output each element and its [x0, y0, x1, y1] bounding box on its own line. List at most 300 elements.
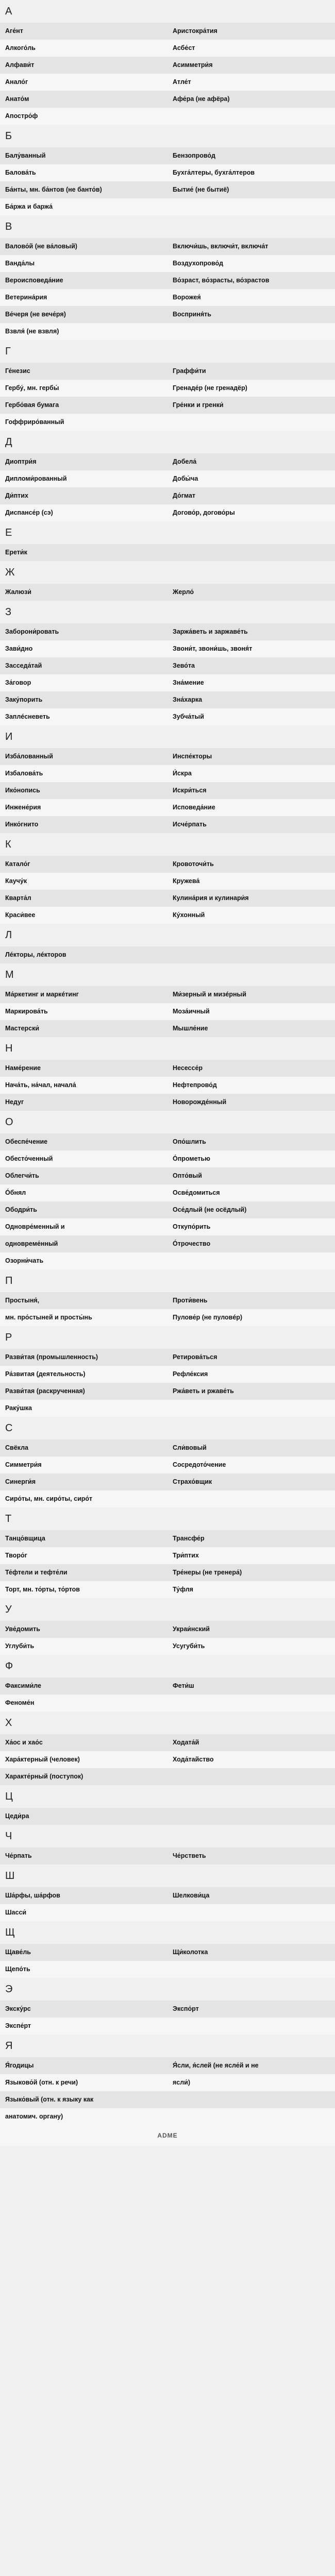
word-table	[0, 946, 335, 963]
table-row	[0, 1439, 335, 1456]
word-right: Аристокра́тия	[173, 27, 217, 35]
section-letter-heading: К	[0, 833, 335, 856]
table-row	[0, 1400, 335, 1417]
letter-section	[0, 521, 335, 561]
word-left: Ванда́лы	[5, 260, 35, 267]
table-row	[0, 1564, 335, 1581]
word-right: До́гмат	[173, 492, 196, 499]
word-right: Украи́нский	[173, 1625, 210, 1633]
word-right: Жерло́	[173, 588, 194, 596]
table-row	[0, 23, 335, 40]
letter-section	[0, 1111, 335, 1269]
table-row	[0, 363, 335, 380]
word-left: Ге́незис	[5, 367, 30, 375]
section-letter-heading: Э	[0, 1978, 335, 2001]
word-right: Ми́зерный и мизéрный	[173, 991, 246, 998]
table-row	[0, 1768, 335, 1785]
table-row	[0, 1694, 335, 1711]
section-letter-heading: Т	[0, 1507, 335, 1530]
section-letter-heading: Г	[0, 340, 335, 363]
letter-section	[0, 340, 335, 431]
letter-section	[0, 963, 335, 1037]
word-left: Ветерина́рия	[5, 294, 47, 301]
section-letter-heading: Ч	[0, 1825, 335, 1848]
table-row	[0, 40, 335, 57]
table-row	[0, 748, 335, 765]
word-right: Тре́неры (не тренера́)	[173, 1569, 242, 1576]
letter-section	[0, 1711, 335, 1785]
word-left: Свёкла	[5, 1444, 28, 1451]
word-right: Кулина́рия и кулинари́я	[173, 894, 249, 902]
word-left: Облегчи́ть	[5, 1172, 39, 1179]
table-row	[0, 2001, 335, 2018]
word-right: Кровоточи́ть	[173, 860, 214, 868]
word-right	[167, 2018, 335, 2035]
word-left: Анато́м	[5, 95, 29, 103]
word-left: Экску́рс	[5, 2005, 31, 2012]
word-right: Страхо́вщик	[173, 1478, 212, 1485]
table-row	[0, 1252, 335, 1269]
word-left: Жалюзи́	[5, 588, 31, 596]
word-table	[0, 1530, 335, 1598]
word-left: За́говор	[5, 679, 31, 686]
word-left: Мастерски́	[5, 1025, 40, 1032]
letter-section	[0, 215, 335, 340]
table-row	[0, 414, 335, 431]
table-row	[0, 657, 335, 674]
table-row	[0, 147, 335, 164]
word-left: Щепо́ть	[5, 1965, 30, 1973]
word-left: Ма́ркетинг и маркéтинг	[5, 991, 79, 998]
word-table	[0, 856, 335, 924]
letter-section	[0, 725, 335, 833]
section-letter-heading: Я	[0, 2035, 335, 2057]
table-row	[0, 873, 335, 890]
word-left: Балова́ть	[5, 169, 36, 176]
table-row	[0, 74, 335, 91]
word-right: ясли́)	[173, 2079, 191, 2086]
word-table	[0, 2057, 335, 2125]
word-left: Диспансе́р (сэ)	[5, 509, 53, 516]
word-table	[0, 1734, 335, 1785]
word-right: Осве́домиться	[173, 1189, 220, 1196]
word-left: анатомич. органу)	[5, 2113, 63, 2120]
word-left: Лéкторы, лéкторов	[5, 951, 66, 958]
word-right: Новорожде́нный	[173, 1098, 227, 1106]
table-row	[0, 799, 335, 816]
table-row	[0, 1201, 335, 1218]
word-right: Щи́колотка	[173, 1948, 208, 1956]
word-table	[0, 2001, 335, 2035]
word-right: О́прометью	[173, 1155, 210, 1162]
word-left: Алкого́ль	[5, 44, 36, 52]
table-row	[0, 1530, 335, 1547]
section-letter-heading: П	[0, 1269, 335, 1292]
table-row	[0, 1150, 335, 1167]
word-left: Сиро́ты, мн. сиро́ты, сиро́т	[5, 1495, 93, 1502]
section-letter-heading: Б	[0, 125, 335, 147]
table-row	[0, 856, 335, 873]
table-row	[0, 306, 335, 323]
table-row	[0, 164, 335, 181]
word-left: Щаве́ль	[5, 1948, 31, 1956]
word-right: Хода́тайство	[173, 1756, 214, 1763]
letter-section	[0, 1825, 335, 1865]
section-letter-heading: Н	[0, 1037, 335, 1060]
word-table	[0, 1677, 335, 1711]
letter-section	[0, 1507, 335, 1598]
table-row	[0, 2091, 335, 2108]
section-letter-heading: Ж	[0, 561, 335, 584]
section-letter-heading: М	[0, 963, 335, 986]
letter-section	[0, 1269, 335, 1326]
word-right	[167, 1768, 335, 1785]
table-row	[0, 544, 335, 561]
letter-section	[0, 2035, 335, 2125]
table-row	[0, 2108, 335, 2125]
word-table	[0, 1439, 335, 1507]
word-left: Заборони́ровать	[5, 628, 59, 635]
word-right: Ворожея́	[173, 294, 201, 301]
letter-section	[0, 0, 335, 125]
word-right: Че́рстветь	[173, 1852, 206, 1859]
table-row	[0, 397, 335, 414]
word-table	[0, 1060, 335, 1111]
table-row	[0, 1292, 335, 1309]
word-left: Недуг	[5, 1098, 24, 1106]
word-left: Я́годицы	[5, 2062, 34, 2069]
word-left: Взвля́ (не взвля)	[5, 328, 59, 335]
table-row	[0, 1677, 335, 1694]
word-left: Избалова́ть	[5, 770, 43, 777]
table-row	[0, 782, 335, 799]
table-row	[0, 1167, 335, 1184]
word-left: Ве́черя (не вече́ря)	[5, 311, 66, 318]
word-right: Трансфе́р	[173, 1535, 205, 1542]
table-row	[0, 1184, 335, 1201]
word-left: Симметри́я	[5, 1461, 42, 1468]
word-left: Валово́й (не ва́ловый)	[5, 243, 77, 250]
table-row	[0, 1944, 335, 1961]
word-right: Опто́вый	[173, 1172, 202, 1179]
word-left: Балу́ванный	[5, 152, 46, 159]
letter-section	[0, 833, 335, 924]
table-row	[0, 272, 335, 289]
word-right: Ку́хонный	[173, 911, 205, 919]
letter-section	[0, 1978, 335, 2035]
word-left: Ободри́ть	[5, 1206, 37, 1213]
word-right: Асимметри́я	[173, 61, 213, 69]
word-right	[167, 946, 335, 963]
table-row	[0, 238, 335, 255]
section-letter-heading: Д	[0, 431, 335, 453]
table-row	[0, 470, 335, 487]
word-right: Бухга́лтеры, бухга́лтеров	[173, 169, 255, 176]
word-right: Нефтепрово́д	[173, 1081, 217, 1089]
word-table	[0, 1944, 335, 1978]
table-row	[0, 765, 335, 782]
word-right: Афе́ра (не афёра)	[173, 95, 230, 103]
section-letter-heading: Ф	[0, 1655, 335, 1677]
word-left: Кварта́л	[5, 894, 31, 902]
section-letter-heading: Ц	[0, 1785, 335, 1808]
word-left: Гербо́вая бумага	[5, 401, 59, 409]
word-right: И́скра	[173, 770, 192, 777]
table-row	[0, 1961, 335, 1978]
word-right: Три́птих	[173, 1552, 199, 1559]
word-right: Ретирова́ться	[173, 1353, 217, 1361]
footer-brand: ADME	[0, 2125, 335, 2146]
word-right: Ходата́й	[173, 1739, 199, 1746]
word-right: Заржа́веть и заржаве́ть	[173, 628, 248, 635]
word-right	[167, 198, 335, 215]
word-left: Факсими́ле	[5, 1682, 42, 1689]
word-left: Феноме́н	[5, 1699, 35, 1706]
table-row	[0, 91, 335, 108]
word-left: Заку́порить	[5, 696, 43, 703]
word-table	[0, 238, 335, 340]
word-left: Обесто́ченный	[5, 1155, 53, 1162]
table-row	[0, 1848, 335, 1865]
word-right	[167, 544, 335, 561]
word-table	[0, 1808, 335, 1825]
word-left: Цеди́ра	[5, 1812, 29, 1820]
word-right: Пулове́р (не пуловéр)	[173, 1314, 243, 1321]
word-left: Хара́ктерный (человек)	[5, 1756, 80, 1763]
word-right: Включи́шь, включи́т, включа́т	[173, 243, 269, 250]
table-row	[0, 1309, 335, 1326]
word-left: Анало́г	[5, 78, 28, 86]
word-left: Ра́звитая (деятельность)	[5, 1370, 86, 1378]
table-row	[0, 1734, 335, 1751]
word-left: Краси́вее	[5, 911, 36, 919]
table-row	[0, 890, 335, 907]
word-right	[167, 323, 335, 340]
word-table	[0, 23, 335, 125]
word-right: Опо́шлить	[173, 1138, 206, 1145]
table-row	[0, 691, 335, 708]
section-letter-heading: О	[0, 1111, 335, 1133]
word-left: Аге́нт	[5, 27, 23, 35]
table-row	[0, 1621, 335, 1638]
word-right: Атле́т	[173, 78, 191, 86]
letter-section	[0, 1921, 335, 1978]
table-row	[0, 1456, 335, 1473]
word-right: Во́зраст, во́зрасты, во́зрастов	[173, 277, 270, 284]
table-row	[0, 1904, 335, 1921]
word-left: Ба́ржа и баржа́	[5, 203, 53, 210]
table-row	[0, 57, 335, 74]
table-row	[0, 1094, 335, 1111]
table-row	[0, 986, 335, 1003]
table-row	[0, 1133, 335, 1150]
word-right	[167, 108, 335, 125]
word-right: Зево́та	[173, 662, 195, 669]
letter-section	[0, 561, 335, 601]
table-row	[0, 2074, 335, 2091]
word-right: Воздухопрово́д	[173, 260, 224, 267]
word-right: Догово́р, догово́ры	[173, 509, 235, 516]
word-right	[167, 1808, 335, 1825]
word-left: Творо́г	[5, 1552, 27, 1559]
word-left: Языко́вый (отн. к языку как	[5, 2096, 94, 2103]
word-right	[167, 414, 335, 431]
word-right: Зна́мение	[173, 679, 204, 686]
word-right: Добы́ча	[173, 475, 198, 482]
word-right: Звони́т, звони́шь, звоня́т	[173, 645, 253, 652]
letter-section	[0, 1655, 335, 1711]
word-right: Фети́ш	[173, 1682, 194, 1689]
section-letter-heading: Л	[0, 924, 335, 946]
word-left: одновреме́нный	[5, 1240, 58, 1247]
table-row	[0, 1473, 335, 1490]
word-table	[0, 623, 335, 725]
word-left: Простыня́,	[5, 1297, 40, 1304]
word-right: Зубча́тый	[173, 713, 204, 720]
word-left: мн. про́стыней и просты́нь	[5, 1314, 92, 1321]
word-left: Танцо́вщица	[5, 1535, 45, 1542]
table-row	[0, 380, 335, 397]
word-left: Заплéсневеть	[5, 713, 50, 720]
word-right: Бытие́ (не бытиё)	[173, 186, 229, 193]
word-left: Раку́шка	[5, 1404, 32, 1412]
word-left: Ша́рфы, ша́рфов	[5, 1892, 60, 1899]
word-left: Вероисповеда́ние	[5, 277, 63, 284]
word-right	[167, 1252, 335, 1269]
word-right: Бензопрово́д	[173, 152, 215, 159]
word-right	[167, 1904, 335, 1921]
table-row	[0, 584, 335, 601]
word-table	[0, 748, 335, 833]
word-right: О́трочество	[173, 1240, 211, 1247]
table-row	[0, 453, 335, 470]
section-letter-heading: У	[0, 1598, 335, 1621]
table-row	[0, 708, 335, 725]
table-row	[0, 1490, 335, 1507]
word-right	[167, 1694, 335, 1711]
word-table	[0, 1349, 335, 1417]
word-right: Моза́ичный	[173, 1008, 210, 1015]
table-row	[0, 1366, 335, 1383]
word-right: Асбе́ст	[173, 44, 195, 52]
word-left: Засседа́тай	[5, 662, 42, 669]
word-left: Изба́лованный	[5, 753, 53, 760]
section-letter-heading: Р	[0, 1326, 335, 1349]
word-left: Синерги́я	[5, 1478, 36, 1485]
word-right: Инспе́кторы	[173, 753, 212, 760]
word-left: Наме́рение	[5, 1064, 41, 1072]
table-row	[0, 487, 335, 504]
word-left: Торт, мн. то́рты, то́ртов	[5, 1586, 80, 1593]
word-table	[0, 1621, 335, 1655]
word-right: Усугуби́ть	[173, 1642, 205, 1650]
word-table	[0, 1848, 335, 1865]
table-row	[0, 946, 335, 963]
word-right: Гренаде́р (не гренадёр)	[173, 384, 247, 392]
section-letter-heading: Е	[0, 521, 335, 544]
letter-section	[0, 1326, 335, 1417]
word-left: Разви́тая (раскрученная)	[5, 1387, 85, 1395]
table-row	[0, 289, 335, 306]
word-left: Че́рпать	[5, 1852, 32, 1859]
table-row	[0, 1887, 335, 1904]
word-right: Зна́харка	[173, 696, 203, 703]
word-table	[0, 986, 335, 1037]
word-left: Экспе́рт	[5, 2022, 31, 2029]
word-right: Восприня́ть	[173, 311, 211, 318]
section-letter-heading: А	[0, 0, 335, 23]
word-right	[167, 1961, 335, 1978]
table-row	[0, 623, 335, 640]
word-left: Нача́ть, на́чал, начала́	[5, 1081, 76, 1089]
word-right: Кружева́	[173, 877, 200, 885]
word-right: Экспо́рт	[173, 2005, 199, 2012]
table-row	[0, 2018, 335, 2035]
table-row	[0, 1060, 335, 1077]
letter-section	[0, 1598, 335, 1655]
word-right	[167, 1490, 335, 1507]
word-left: Те́фтели и тефте́ли	[5, 1569, 68, 1576]
word-right: Граффи́ти	[173, 367, 206, 375]
word-left: Языково́й (отн. к речи)	[5, 2079, 78, 2086]
word-left: Разви́тая (промышленность)	[5, 1353, 98, 1361]
table-row	[0, 198, 335, 215]
word-right: Искри́ться	[173, 787, 207, 794]
table-row	[0, 1751, 335, 1768]
word-right	[167, 1400, 335, 1417]
section-letter-heading: Щ	[0, 1921, 335, 1944]
table-row	[0, 1077, 335, 1094]
word-left: Характе́рный (поступок)	[5, 1773, 83, 1780]
letter-section	[0, 1037, 335, 1111]
table-row	[0, 1235, 335, 1252]
word-right: Мышле́ние	[173, 1025, 208, 1032]
word-left: Озорни́чать	[5, 1257, 44, 1264]
word-table	[0, 453, 335, 521]
word-right: Исповеда́ние	[173, 804, 215, 811]
word-right: Сли́вовый	[173, 1444, 207, 1451]
letter-section	[0, 1417, 335, 1507]
word-left: Алфави́т	[5, 61, 35, 69]
table-row	[0, 1808, 335, 1825]
table-row	[0, 1638, 335, 1655]
word-right: Сосредото́чение	[173, 1461, 226, 1468]
table-row	[0, 1349, 335, 1366]
word-left: Зави́дно	[5, 645, 33, 652]
word-left: Каучу́к	[5, 877, 27, 885]
word-left: Ха́ос и хао́с	[5, 1739, 43, 1746]
letter-section	[0, 431, 335, 521]
table-row	[0, 108, 335, 125]
word-right: Исче́рпать	[173, 821, 207, 828]
word-right: Гре́нки и гренки́	[173, 401, 224, 409]
letter-section	[0, 924, 335, 963]
section-letter-heading: З	[0, 601, 335, 623]
letter-section	[0, 601, 335, 725]
word-left: Ико́нопись	[5, 787, 40, 794]
word-table	[0, 363, 335, 431]
word-left: О́бнял	[5, 1189, 26, 1196]
word-right: Я́сли, я́слей (не ясле́й и не	[173, 2062, 259, 2069]
word-right: Рефле́ксия	[173, 1370, 208, 1378]
table-row	[0, 1581, 335, 1598]
word-left: Инжене́рия	[5, 804, 41, 811]
table-row	[0, 504, 335, 521]
word-table	[0, 1887, 335, 1921]
table-row	[0, 1003, 335, 1020]
word-right: Откупо́рить	[173, 1223, 211, 1230]
word-right: Несессе́р	[173, 1064, 203, 1072]
